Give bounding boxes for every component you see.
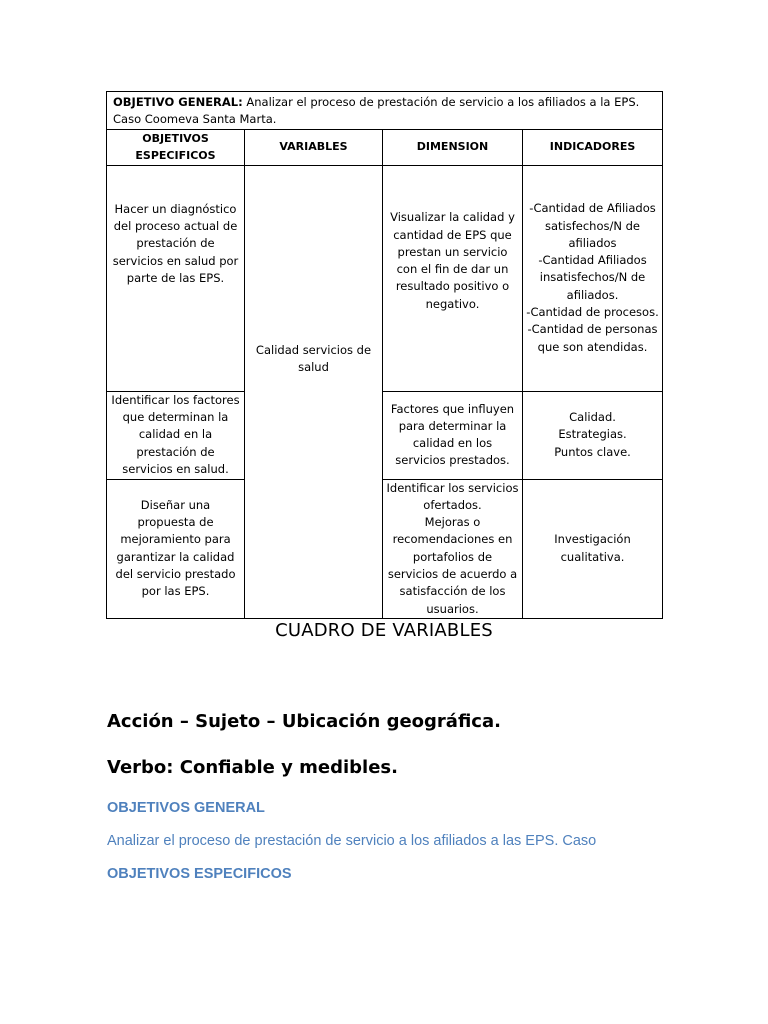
- objetivo-cell: [107, 479, 245, 618]
- table-row: [107, 391, 663, 479]
- objetivo-cell: [107, 391, 245, 479]
- general-objective-paragraph: Analizar el proceso de prestación de servicio a los afiliados a las EPS. Caso: [107, 833, 597, 849]
- heading-verbo: Verbo: Confiable y medibles.: [107, 757, 398, 778]
- dimension-text: Visualizar la calidad y cantidad de EPS que prestan un servicio con el fin de dar un resultado positivo o negativo.: [390, 210, 515, 311]
- indicadores-text: Calidad. Estrategias. Puntos clave.: [554, 410, 631, 459]
- header-row: [107, 129, 663, 165]
- header-objetivos: OBJETIVOS ESPECIFICOS: [107, 129, 245, 165]
- dimension-cell: [383, 391, 523, 479]
- indicadores-cell: [523, 479, 663, 618]
- objetivo-text: Identificar los factores que determinan la calidad en la prestación de servicios en salud.: [111, 392, 240, 477]
- dimension-cell: [383, 165, 523, 391]
- dimension-text: Factores que influyen para determinar la calidad en los servicios prestados.: [390, 401, 515, 468]
- objetivo-cell: [107, 165, 245, 391]
- indicadores-cell: [523, 165, 663, 391]
- section-objetivos-general: OBJETIVOS GENERAL: [107, 800, 265, 816]
- dimension-cell: [383, 479, 523, 618]
- heading-accion: Acción – Sujeto – Ubicación geográfica.: [107, 711, 501, 732]
- objetivo-text: Hacer un diagnóstico del proceso actual de prestación de servicios en salud por parte de las EPS.: [112, 201, 239, 286]
- general-objective-label: OBJETIVO GENERAL:: [113, 95, 243, 109]
- header-indicadores: INDICADORES: [523, 129, 663, 165]
- variable-cell: [245, 165, 383, 618]
- cuadro-title: CUADRO DE VARIABLES: [275, 620, 493, 641]
- indicadores-text: -Cantidad de Afiliados satisfechos/N de afiliados -Cantidad Afiliados insatisfechos/N de afiliados. -Cantidad de procesos. -Cantidad de personas que son atendidas.: [526, 201, 659, 354]
- objetivo-text: Diseñar una propuesta de mejoramiento para garantizar la calidad del servicio prestado por las EPS.: [115, 497, 236, 599]
- header-dimension: DIMENSION: [383, 129, 523, 165]
- general-objective-text: Analizar el proceso de prestación de servicio a los afiliados a la EPS. Caso Coomeva Santa Marta.: [113, 95, 640, 127]
- variable-text: Calidad servicios de salud: [255, 342, 372, 375]
- dimension-text: Identificar los servicios ofertados. Mejoras o recomendaciones en portafolios de servicios de acuerdo a satisfacción de los usuarios.: [386, 480, 519, 616]
- indicadores-text: Investigación cualitativa.: [554, 532, 631, 564]
- table-row: [107, 479, 663, 618]
- table-row: [107, 165, 663, 391]
- general-objective-cell: [107, 92, 663, 130]
- indicadores-cell: [523, 391, 663, 479]
- section-objetivos-especificos: OBJETIVOS ESPECIFICOS: [107, 866, 292, 882]
- general-objective-row: [107, 92, 663, 130]
- header-variables: VARIABLES: [245, 129, 383, 165]
- variables-table: [106, 91, 663, 619]
